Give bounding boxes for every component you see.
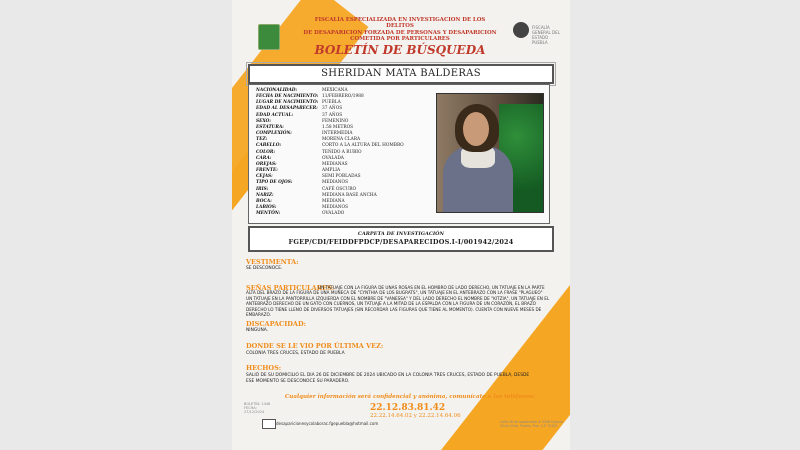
detail-label: COLOR: [256,149,276,155]
detail-value: PUEBLA [322,100,341,106]
detail-value: 1.58 METROS [322,124,354,130]
marks-text: UN TATUAJE CON LA FIGURA DE UNAS ROSAS EN EL HOMBRO DE LADO DERECHO, UN TATUAJE EN LA PARTE ALTA DEL BRAZO DE LA FIGURA DE UNA MUÑECA DE "CYNTHIA DE LOS BUGRATS", UN TATUAJE EN EL ANTEBRAZO CON LA FRASE "PLAGUEO" UN TATUAJE EN LA PANTORRILLA IZQUIERDA CON EL NOMBRE DE "VANESSA" Y DEL LADO DERECHO EL NOMBRE DE "KITZIA", UN TATUAJE EN EL ANTEBRAZO DERECHO DE UN GATO CON CUERNOS, UN TATUAJE A LA MITAD DE LA ESPALDA CON LA FIGURA DE UN CORAZÓN, EL BRAZO DERECHO LO TIENE LLENO DE DIVERSOS TATUAJES (SIN RECORDAR LAS FIGURAS QUE TIENE AL MOMENTO). CUENTA CON NUEVE MESES DE EMBARAZO. [246,285,550,318]
detail-value: MORENA CLARA [322,137,361,143]
detail-value: MEDIANOS [322,180,349,186]
investigation-file-label: CARPETA DE INVESTIGACIÓN [357,231,445,237]
investigation-file-box [248,226,554,252]
detail-label: ESTATURA: [256,124,284,130]
clothing-text: SE DESCONOCE. [246,266,283,271]
person-name: SHERIDAN MATA BALDERAS [321,68,481,79]
detail-label: IRIS: [256,186,269,192]
detail-value: OVALADA [322,155,344,161]
detail-value: 37 AÑOS [322,106,343,112]
person-name-bar [248,64,554,84]
office-address: Calle 36 de septiembre # 3306 Colonia Chula Vista, Puebla, Pue. C.P. 72420 [500,420,563,428]
detail-value: INTERMEDIA [322,131,353,137]
detail-label: EDAD AL DESAPARECER: [256,106,318,112]
marks-title: SEÑAS PARTICULARES: [246,284,335,292]
detail-value: 11/FEBRERO/1988 [322,94,364,100]
investigation-file-number: FGEP/CDI/FEIDDFPDCP/DESAPARECIDOS.I-I/001942/2024 [288,238,514,246]
detail-value: FEMENINO [322,118,349,124]
detail-value: MEDIANOS [322,204,349,210]
detail-label: MENTÓN: [256,211,281,217]
detail-label: FECHA DE NACIMIENTO: [256,94,319,100]
detail-value: MEDIANA [322,198,345,204]
detail-label: CEJAS: [256,174,273,180]
detail-value: OVALADO [322,211,345,217]
detail-label: EDAD ACTUAL: [256,112,294,118]
detail-label: BOCA: [256,198,272,204]
detail-label: TEZ: [256,137,268,143]
facts-title: HECHOS: [246,364,282,372]
bulletin-title: BOLETÍN DE BÚSQUEDA [314,43,486,57]
person-details-list [256,88,404,217]
fiscalia-logo-icon [513,22,529,38]
detail-value: MEXICANA [322,88,348,93]
bulletin-code: BOLETÍN: 1446 FECHA: 27/12/2024 [244,402,271,414]
agency-line-3: COMETIDA POR PARTICULARES [350,36,450,43]
detail-label: NARIZ: [256,192,274,198]
detail-value: CAFÉ OSCURO [322,186,357,192]
detail-label: CABELLO: [256,143,282,149]
detail-value: SEMI POBLADAS [322,174,361,180]
detail-value: TEÑIDO A RUBIO [322,149,362,155]
detail-value: AMPLIA [322,168,341,174]
agency-heading [300,17,500,43]
detail-value: CORTO A LA ALTURA DEL HOMBRO [322,143,404,149]
detail-label: COMPLEXIÓN: [256,131,292,137]
detail-value: MEDIANA BASE ANCHA [322,192,377,198]
disability-title: DISCAPACIDAD: [246,320,306,328]
last-seen-title: DONDE SE LE VIO POR ÚLTIMA VEZ: [246,342,384,350]
agency-line-1: FISCALÍA ESPECIALIZADA EN INVESTIGACION DE LOS DELITOS [314,17,486,30]
alt-phones: 22.22.14.64.02 y 22.22.14.64.06 [370,413,461,419]
state-seal-logo-icon [258,24,280,50]
agency-line-2: DE DESAPARICION FORZADA DE PERSONAS Y DESAPARICION [303,29,497,36]
clothing-title: VESTIMENTA: [246,258,299,266]
contact-email[interactable]: desaparicionesycolaborac.fgepuebla@hotmail.com [276,421,379,426]
person-photo [436,93,544,213]
detail-label: LUGAR DE NACIMIENTO: [256,100,319,106]
disability-text: NINGUNA. [246,328,269,333]
contact-line: Cualquier información será confidencial y anónima, comunícate a los teléfonos: [284,394,536,400]
detail-row [256,211,404,217]
detail-value: MEDIANAS [322,161,348,167]
main-phone: 22.12.83.81.42 [370,403,446,413]
detail-label: SEXO: [256,118,271,124]
last-seen-text: COLONIA TRES CRUCES, ESTADO DE PUEBLA [246,351,345,356]
detail-label: NACIONALIDAD: [256,88,298,93]
fiscalia-logo-text: FISCALÍA GENERAL DEL ESTADO PUEBLA [532,25,560,45]
detail-label: CARA: [256,155,272,161]
detail-label: OREJAS: [256,161,277,167]
facts-text: SALIÓ DE SU DOMICILIO EL DIA 26 DE DICIEMBRE DE 2024 UBICADO EN LA COLONIA TRES CRUCES, ESTADO DE PUEBLA, DESDE ESE MOMENTO SE DESCONOCE SU PARADERO. [246,373,530,384]
detail-label: LABIOS: [256,204,277,210]
detail-value: 37 AÑOS [322,112,343,118]
email-icon [262,419,276,429]
detail-label: TIPO DE OJOS: [256,180,293,186]
detail-label: FRENTE: [256,168,278,174]
